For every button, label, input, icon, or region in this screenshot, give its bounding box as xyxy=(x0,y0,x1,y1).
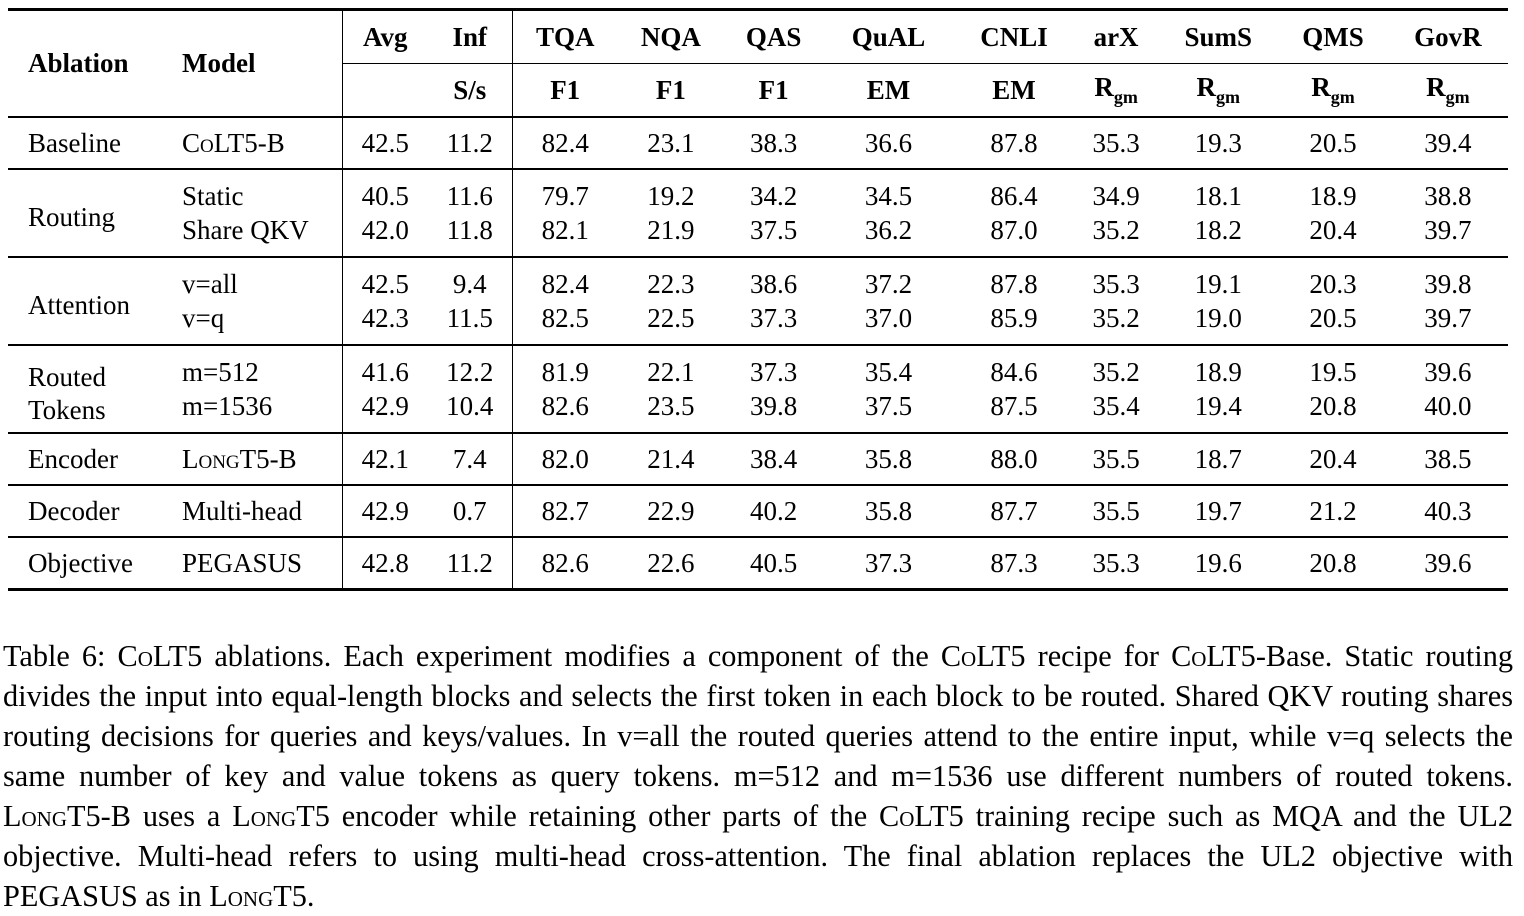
metric-qual: EM xyxy=(866,74,911,105)
value-cell: 23.5 xyxy=(647,390,695,421)
ablation-table xyxy=(8,8,1508,591)
header-qas: QAS xyxy=(724,10,823,64)
value-cell: 0.7 xyxy=(427,485,512,537)
value-cell: 38.5 xyxy=(1388,433,1508,485)
value-cell: 21.9 xyxy=(647,214,695,245)
model-cell: v=all xyxy=(182,257,343,301)
value-cell: 42.3 xyxy=(343,301,428,345)
model-cell: Static xyxy=(182,169,343,213)
value-cell: 84.6 xyxy=(954,345,1074,389)
table-caption xyxy=(3,636,1513,916)
value-cell: 37.3 xyxy=(823,537,954,590)
value-cell: 20.3 xyxy=(1278,257,1387,301)
value-cell: 87.7 xyxy=(954,485,1074,537)
value-cell: 22.5 xyxy=(647,302,695,333)
metric-tqa: F1 xyxy=(512,64,617,118)
ablation-cell: Routed Tokens xyxy=(8,345,182,433)
metric-sums-sub: gm xyxy=(1215,87,1240,107)
metric-govr-sub: gm xyxy=(1445,87,1470,107)
value-cell: 35.2 xyxy=(1092,302,1140,333)
table-row xyxy=(8,169,1508,213)
value-cell: 34.2 xyxy=(724,169,823,213)
table-row xyxy=(8,345,1508,389)
value-cell: 22.9 xyxy=(617,485,724,537)
value-cell: 40.3 xyxy=(1388,485,1508,537)
value-cell: 11.2 xyxy=(427,537,512,590)
metric-sums-r: R xyxy=(1196,72,1216,102)
value-cell: 9.4 xyxy=(427,257,512,301)
value-cell: 36.2 xyxy=(864,214,913,245)
model-cell: m=512 xyxy=(182,345,343,389)
value-cell: 37.3 xyxy=(724,345,823,389)
value-cell: 35.5 xyxy=(1074,485,1158,537)
table-row xyxy=(8,213,1508,257)
metric-nqa: F1 xyxy=(655,74,686,105)
value-cell: 10.4 xyxy=(446,390,494,421)
table-body xyxy=(8,117,1508,590)
value-cell: 40.5 xyxy=(724,537,823,590)
metric-sums xyxy=(1158,64,1278,118)
model-cell: Share QKV xyxy=(182,214,309,245)
header-govr: GovR xyxy=(1388,10,1508,64)
value-cell: 11.2 xyxy=(427,117,512,169)
value-cell: 11.8 xyxy=(446,214,493,245)
value-cell: 19.4 xyxy=(1194,390,1242,421)
value-cell: 87.0 xyxy=(990,214,1038,245)
caption-text: CoLT5 ablations. Each experiment modifies a component of the CoLT5 recipe for CoLT5-Base. Static routing divides the input into equal-length blocks and selects the first token in each block to be routed. Shared QKV routing shares routing decisions for queries and keys/values. In v=all the routed queries attend to the entire input, while v=q selects the same number of key and value tokens as query tokens. m=512 and m=1536 use different numbers of routed tokens. LongT5-B uses a LongT5 encoder while retaining other parts of the CoLT5 training recipe such as MQA and the UL2 objective. Multi-head refers to using multi-head cross-attention. The final ablation replaces the UL2 objective with PEGASUS as in LongT5. xyxy=(3,639,1513,914)
value-cell: 85.9 xyxy=(990,302,1038,333)
value-cell: 18.1 xyxy=(1158,169,1278,213)
value-cell: 42.8 xyxy=(343,537,428,590)
value-cell: 39.4 xyxy=(1388,117,1508,169)
value-cell: 35.4 xyxy=(823,345,954,389)
value-cell: 18.2 xyxy=(1194,214,1242,245)
value-cell: 35.5 xyxy=(1074,433,1158,485)
value-cell: 11.6 xyxy=(427,169,512,213)
value-cell: 42.5 xyxy=(343,257,428,301)
ablation-cell: Baseline xyxy=(8,117,182,169)
metric-arx-r: R xyxy=(1094,72,1114,102)
model-cell: v=q xyxy=(182,302,225,333)
value-cell: 37.3 xyxy=(750,302,798,333)
model-cell: Multi-head xyxy=(182,485,343,537)
header-nqa: NQA xyxy=(617,10,724,64)
value-cell: 35.3 xyxy=(1074,257,1158,301)
value-cell: 39.8 xyxy=(1388,257,1508,301)
header-qual: QuAL xyxy=(823,10,954,64)
table-row xyxy=(8,485,1508,537)
value-cell: 38.8 xyxy=(1388,169,1508,213)
metric-qms-r: R xyxy=(1311,72,1331,102)
ablation-cell: Routing xyxy=(8,169,182,257)
value-cell: 20.5 xyxy=(1309,302,1357,333)
value-cell: 34.9 xyxy=(1074,169,1158,213)
header-tqa: TQA xyxy=(512,10,617,64)
value-cell: 42.0 xyxy=(343,213,428,257)
value-cell: 37.5 xyxy=(750,214,798,245)
metric-cnli: EM xyxy=(992,74,1036,105)
value-cell: 37.5 xyxy=(864,390,913,421)
value-cell: 12.2 xyxy=(427,345,512,389)
value-cell: 35.8 xyxy=(823,485,954,537)
value-cell: 82.4 xyxy=(512,257,617,301)
value-cell: 35.2 xyxy=(1092,214,1140,245)
value-cell: 42.1 xyxy=(343,433,428,485)
header-sums: SumS xyxy=(1158,10,1278,64)
model-cell: CoLT5-B xyxy=(182,117,343,169)
value-cell: 39.7 xyxy=(1424,214,1472,245)
metric-inf: S/s xyxy=(453,74,487,105)
value-cell: 79.7 xyxy=(512,169,617,213)
value-cell: 39.6 xyxy=(1388,345,1508,389)
value-cell: 18.9 xyxy=(1158,345,1278,389)
value-cell: 38.3 xyxy=(724,117,823,169)
value-cell: 40.2 xyxy=(724,485,823,537)
metric-avg xyxy=(343,64,428,118)
value-cell: 42.9 xyxy=(343,485,428,537)
value-cell: 87.5 xyxy=(990,390,1038,421)
value-cell: 35.2 xyxy=(1074,345,1158,389)
value-cell: 37.0 xyxy=(864,302,913,333)
metric-qas: F1 xyxy=(758,74,789,105)
value-cell: 20.8 xyxy=(1278,537,1387,590)
value-cell: 82.0 xyxy=(512,433,617,485)
value-cell: 86.4 xyxy=(954,169,1074,213)
value-cell: 19.7 xyxy=(1158,485,1278,537)
value-cell: 21.2 xyxy=(1278,485,1387,537)
ablation-cell: Encoder xyxy=(8,433,182,485)
value-cell: 40.5 xyxy=(343,169,428,213)
value-cell: 35.3 xyxy=(1074,117,1158,169)
value-cell: 81.9 xyxy=(512,345,617,389)
table-row xyxy=(8,117,1508,169)
value-cell: 82.7 xyxy=(512,485,617,537)
value-cell: 39.6 xyxy=(1388,537,1508,590)
value-cell: 39.8 xyxy=(750,390,798,421)
value-cell: 20.4 xyxy=(1278,433,1387,485)
value-cell: 11.5 xyxy=(446,302,493,333)
model-cell: m=1536 xyxy=(182,390,273,421)
header-arx: arX xyxy=(1074,10,1158,64)
value-cell: 22.1 xyxy=(617,345,724,389)
value-cell: 41.6 xyxy=(343,345,428,389)
metric-govr-r: R xyxy=(1426,72,1446,102)
value-cell: 82.6 xyxy=(512,389,617,433)
header-qms: QMS xyxy=(1278,10,1387,64)
value-cell: 37.2 xyxy=(823,257,954,301)
ablation-cell: Attention xyxy=(8,257,182,345)
value-cell: 19.3 xyxy=(1158,117,1278,169)
value-cell: 21.4 xyxy=(617,433,724,485)
value-cell: 22.6 xyxy=(617,537,724,590)
value-cell: 82.1 xyxy=(512,213,617,257)
value-cell: 40.0 xyxy=(1424,390,1472,421)
value-cell: 19.2 xyxy=(617,169,724,213)
table-row xyxy=(8,257,1508,301)
value-cell: 22.3 xyxy=(617,257,724,301)
metric-arx xyxy=(1074,64,1158,118)
metric-qms-sub: gm xyxy=(1330,87,1355,107)
value-cell: 20.8 xyxy=(1309,390,1357,421)
value-cell: 18.7 xyxy=(1158,433,1278,485)
header-row-top xyxy=(8,10,1508,64)
table-row xyxy=(8,301,1508,345)
model-cell: LongT5-B xyxy=(182,433,343,485)
value-cell: 82.6 xyxy=(512,537,617,590)
value-cell: 36.6 xyxy=(823,117,954,169)
value-cell: 82.4 xyxy=(512,117,617,169)
value-cell: 42.9 xyxy=(343,389,428,433)
value-cell: 38.6 xyxy=(724,257,823,301)
caption-label: Table 6: xyxy=(3,639,106,674)
ablation-cell: Objective xyxy=(8,537,182,590)
value-cell: 34.5 xyxy=(823,169,954,213)
header-cnli: CNLI xyxy=(954,10,1074,64)
value-cell: 38.4 xyxy=(724,433,823,485)
value-cell: 19.6 xyxy=(1158,537,1278,590)
value-cell: 35.3 xyxy=(1074,537,1158,590)
value-cell: 87.8 xyxy=(954,117,1074,169)
value-cell: 35.8 xyxy=(823,433,954,485)
metric-arx-sub: gm xyxy=(1113,87,1138,107)
header-ablation: Ablation xyxy=(8,10,182,118)
value-cell: 20.4 xyxy=(1309,214,1357,245)
table-row xyxy=(8,537,1508,590)
table-row xyxy=(8,433,1508,485)
value-cell: 39.7 xyxy=(1424,302,1472,333)
ablation-cell: Decoder xyxy=(8,485,182,537)
model-cell: PEGASUS xyxy=(182,537,343,590)
value-cell: 88.0 xyxy=(954,433,1074,485)
metric-govr xyxy=(1388,64,1508,118)
value-cell: 18.9 xyxy=(1278,169,1387,213)
value-cell: 19.0 xyxy=(1194,302,1242,333)
header-inf: Inf xyxy=(427,10,512,64)
value-cell: 87.3 xyxy=(954,537,1074,590)
header-model: Model xyxy=(182,10,343,118)
value-cell: 7.4 xyxy=(427,433,512,485)
value-cell: 19.1 xyxy=(1158,257,1278,301)
value-cell: 87.8 xyxy=(954,257,1074,301)
metric-qms xyxy=(1278,64,1387,118)
value-cell: 35.4 xyxy=(1092,390,1140,421)
value-cell: 19.5 xyxy=(1278,345,1387,389)
header-avg: Avg xyxy=(343,10,428,64)
value-cell: 20.5 xyxy=(1278,117,1387,169)
value-cell: 42.5 xyxy=(343,117,428,169)
value-cell: 23.1 xyxy=(617,117,724,169)
table-row xyxy=(8,389,1508,433)
value-cell: 82.5 xyxy=(512,301,617,345)
